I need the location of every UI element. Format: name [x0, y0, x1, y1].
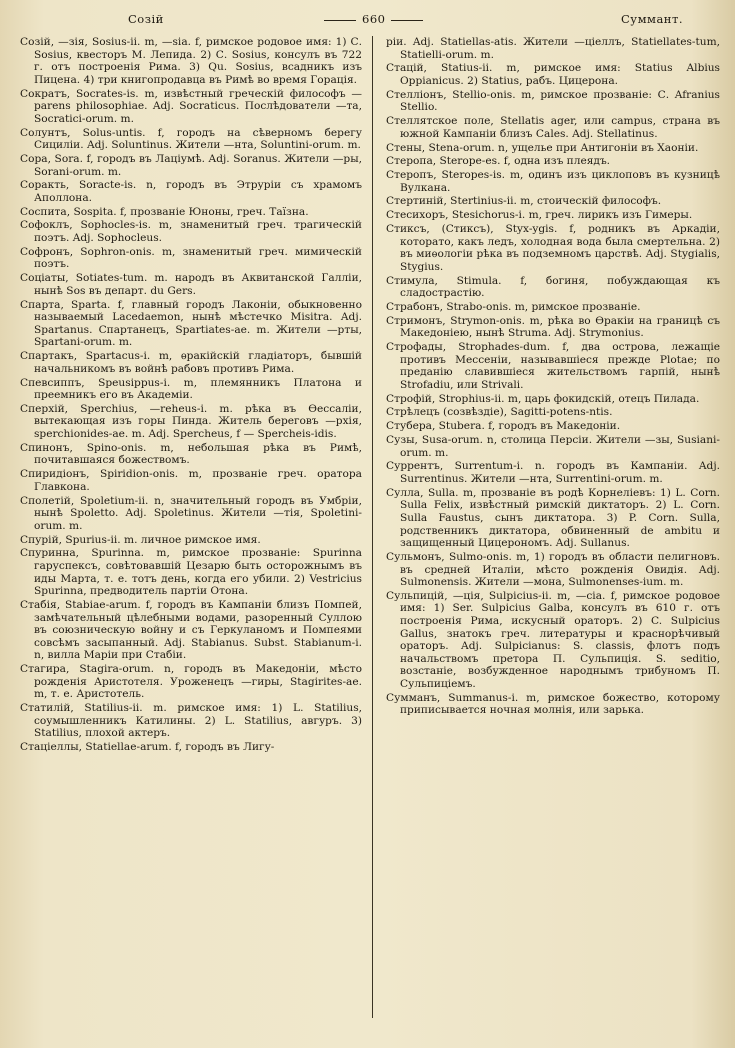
dictionary-entry: Спарта, Sparta. f, главный городъ Лаконіи, обыкновенно называемый Lacedaemon, нынѣ мѣстечко Misitra. Adj. Spartanus. Спартанецъ, Spartiates-ae. m. Жители —рты, Spartani-orum. m. — [20, 298, 362, 349]
right-column — [386, 36, 720, 718]
dictionary-entry: Стеропа, Sterope-es. f, одна изъ плеядъ. — [386, 155, 611, 168]
dictionary-entry: Стеллятское поле, Stellatis ager, или campus, страна въ южной Кампаніи близъ Cales. Adj. Stellatinus. — [386, 115, 720, 140]
left-column — [20, 36, 362, 755]
dictionary-entry: Стеропъ, Steropes-is. m, одинъ изъ циклоповъ въ кузницѣ Вулкана. — [386, 169, 720, 194]
dictionary-entry: Стримонъ, Strymon-onis. m, рѣка во Ѳракіи на границѣ съ Македоніею, нынѣ Struma. Adj. Strymonius. — [386, 314, 720, 340]
dictionary-entry: Сора, Sora. f, городъ въ Лаціумѣ. Adj. Soranus. Жители —ры, Sorani-orum. m. — [20, 152, 362, 178]
dictionary-entry: Солунтъ, Solus-untis. f, городъ на сѣверномъ берегу Сициліи. Adj. Soluntinus. Жители —нта, Soluntini-orum. m. — [20, 126, 362, 152]
dictionary-entry: Сперхій, Sperchius, —reheus-i. m. рѣка въ Ѳессаліи, вытекающая изъ горы Пинда. Житель береговъ —рхія, sperchionides-ae. m. Adj. Spercheus, f — Sperchеis-idis. — [20, 402, 362, 441]
dictionary-entry: Стиксъ, (Стиксъ), Styx-ygis. f, родникъ въ Аркадіи, которато, какъ ледъ, холодная вода была смертельна. 2) въ миѳологіи рѣка въ подземномъ царствѣ. Adj. Stygialis, Stygius. — [386, 223, 720, 273]
dictionary-entry: Стесихоръ, Stesichorus-i. m, греч. лирикъ изъ Гимеры. — [386, 209, 693, 222]
dictionary-entry: Стимула, Stimula. f, богиня, побуждающая къ сладострастію. — [386, 274, 720, 300]
dictionary-entry: Строфады, Strophades-dum. f, два острова, лежащіе противъ Мессеніи, называвшіеся прежде Plotae; по преданію славившіеся жительствомъ гарпій, нынѣ Strofadiu, или Strivali. — [386, 341, 720, 391]
dictionary-entry: Спинонъ, Spino-onis. m, небольшая рѣка въ Римѣ, почитавшаяся божествомъ. — [20, 441, 362, 467]
dictionary-entry: Стены, Stena-orum. n, ущелье при Антигоніи въ Хаоніи. — [386, 141, 699, 154]
dictionary-entry: Сполетій, Spoletium-ii. n, значительный городъ въ Умбріи, нынѣ Spoletto. Adj. Spoletinus. Жители —тія, Spoletini-orum. m. — [20, 494, 362, 532]
dictionary-entry: Сократъ, Socrates-is. m, извѣстный греческій философъ — parens philosophiae. Adj. Socraticus. Послѣдователи —та, Socratici-orum. m. — [20, 87, 362, 125]
dictionary-entry: Стертиній, Stertinius-ii. m, стоическій философъ. — [386, 195, 662, 208]
column-divider — [372, 36, 373, 1018]
dictionary-entry: Страбонъ, Strabo-onis. m, римское прозваніе. — [386, 300, 641, 313]
dictionary-entry: Соракть, Soracte-is. n, городъ въ Этруріи съ храмомъ Аполлона. — [20, 179, 362, 204]
dictionary-entry: Спуринна, Spurinna. m, римское прозваніе: Spurinna гаруспексъ, совѣтовавшій Цезарю быть осторожнымъ въ иды Марта, т. е. тотъ день, когда его убили. 2) Vestricius Spurinna, предводитель партіи Отона. — [20, 547, 362, 598]
dictionary-entry: Сулла, Sulla. m, прозваніе въ родѣ Корнеліевъ: 1) L. Corn. Sulla Felix, извѣстный римскій диктаторъ. 2) L. Corn. Sulla Faustus, сынъ диктатора. 3) P. Corn. Sulla, родственникъ диктатора, обвиненный de ambitu и защищенный Цицерономъ. Adj. Sullanus. — [386, 486, 720, 550]
dictionary-entry: Статилій, Statilius-ii. m. римское имя: 1) L. Statilius, соумышленникъ Катилины. 2) L. Statilius, авгуръ. 3) Statilius, плохой актеръ. — [20, 702, 362, 740]
dictionary-entry: Стабія, Stabiae-arum. f, городъ въ Кампаніи близъ Помпей, замѣчательный цѣлебными водами, разоренный Суллою въ союзническую войну и съ Геркуланомъ и Помпеями совсѣмъ засыпанный. Adj. Stabianus. Subst. Stabianum-i. n, вилла Маріи при Стабіи. — [20, 598, 362, 662]
dictionary-entry: Соціаты, Sotiates-tum. m. народъ въ Аквитанской Галліи, нынѣ Sos въ департ. du Gers. — [20, 272, 362, 297]
dictionary-entry: Спевсиппъ, Speusippus-i. m, племянникъ Платона и преемникъ его въ Академіи. — [20, 376, 362, 402]
dictionary-entry: Суррентъ, Surrentum-i. n. городъ въ Кампаніи. Adj. Surrentinus. Жители —нта, Surrentini-orum. m. — [386, 460, 720, 485]
dictionary-entry: Спиридіонъ, Spiridion-onis. m, прозваніе греч. оратора Главкона. — [20, 468, 362, 493]
dictionary-entry: Спурій, Spurius-ii. m. личное римское имя. — [20, 533, 261, 546]
dictionary-entry: ріи. Adj. Statiellas-atis. Жители —цiеллъ, Statiellates-tum, Statielli-orum. m. — [386, 36, 720, 61]
dictionary-entry: Сумманъ, Summanus-i. m, римское божество, которому приписывается ночная молнія, или зарька. — [386, 691, 720, 717]
dictionary-entry: Соспита, Sospita. f, прозваніе Юноны, греч. Таїзна. — [20, 205, 309, 218]
running-header — [18, 12, 713, 32]
dictionary-entry: Стацій, Statius-ii. m, римское имя: Statius Albius Oppianicus. 2) Statius, рабъ. Цицерона. — [386, 62, 720, 87]
page-number: 660 — [318, 12, 429, 26]
header-left-word: Созій — [128, 12, 164, 26]
dictionary-entry: Сульмонъ, Sulmo-onis. m, 1) городъ въ области пелигновъ. въ средней Италіи, мѣсто рожденія Овидія. Adj. Sulmonensis. Жители —мона, Sulmonenses-ium. m. — [386, 550, 720, 589]
dictionary-entry: Сульпицій, —ція, Sulpicius-ii. m, —cia. f, римское родовое имя: 1) Ser. Sulpicius Galba, консулъ въ 610 г. отъ построенія Рима, искусный ораторъ. 2) C. Sulpicius Gallus, знатокъ греч. литературы и краснорѣчивый ораторъ. Adj. Sulpicianus: S. classis, флотъ подъ начальствомъ претора П. Сульпиція. S. seditio, возстаніе, возбужденное народнымъ трибуномъ П. Сульпиціемъ. — [386, 589, 720, 691]
dictionary-entry: Созій, —зія, Sosius-ii. m, —sia. f, римское родовое имя: 1) С. Sosius, квесторъ М. Лепида. 2) С. Sosius, консулъ въ 722 г. отъ построенія Рима. 3) Qu. Sosius, всадникъ изъ Пицена. 4) три книгопродавца въ Римѣ во время Горація. — [20, 36, 362, 86]
dictionary-entry: Стагира, Stagira-orum. n, городъ въ Македоніи, мѣсто рожденія Аристотеля. Уроженецъ —гиры, Stagirites-ae. m, т. е. Аристотель. — [20, 663, 362, 701]
dictionary-entry: Строфій, Strophius-ii. m, царь фокидскій, отецъ Пилада. — [386, 392, 700, 405]
dictionary-entry: Стрѣлецъ (созвѣздіе), Sagitti-potens-ntis. — [386, 406, 613, 419]
dictionary-entry: Стацiеллы, Statiellae-arum. f, городъ въ Лигу- — [20, 741, 275, 753]
dictionary-entry: Спартакъ, Spartacus-i. m, ѳракійскій гладіаторъ, бывшій начальникомъ въ войнѣ рабовъ противъ Рима. — [20, 350, 362, 375]
dictionary-entry: Сузы, Susa-orum. n, столица Персіи. Жители —зы, Susiani-orum. m. — [386, 434, 720, 459]
dictionary-entry: Софоклъ, Sophocles-is. m, знаменитый греч. трагическій поэтъ. Adj. Sophocleus. — [20, 219, 362, 245]
header-right-word: Суммант. — [621, 12, 683, 26]
dictionary-entry: Софронъ, Sophron-onis. m, знаменитый греч. мимическій поэтъ. — [20, 245, 362, 271]
dictionary-entry: Стеллiонъ, Stellio-onis. m, римское прозваніе: С. Afranius Stellio. — [386, 88, 720, 114]
dictionary-entry: Стубера, Stubera. f, городъ въ Македоніи. — [386, 420, 621, 433]
